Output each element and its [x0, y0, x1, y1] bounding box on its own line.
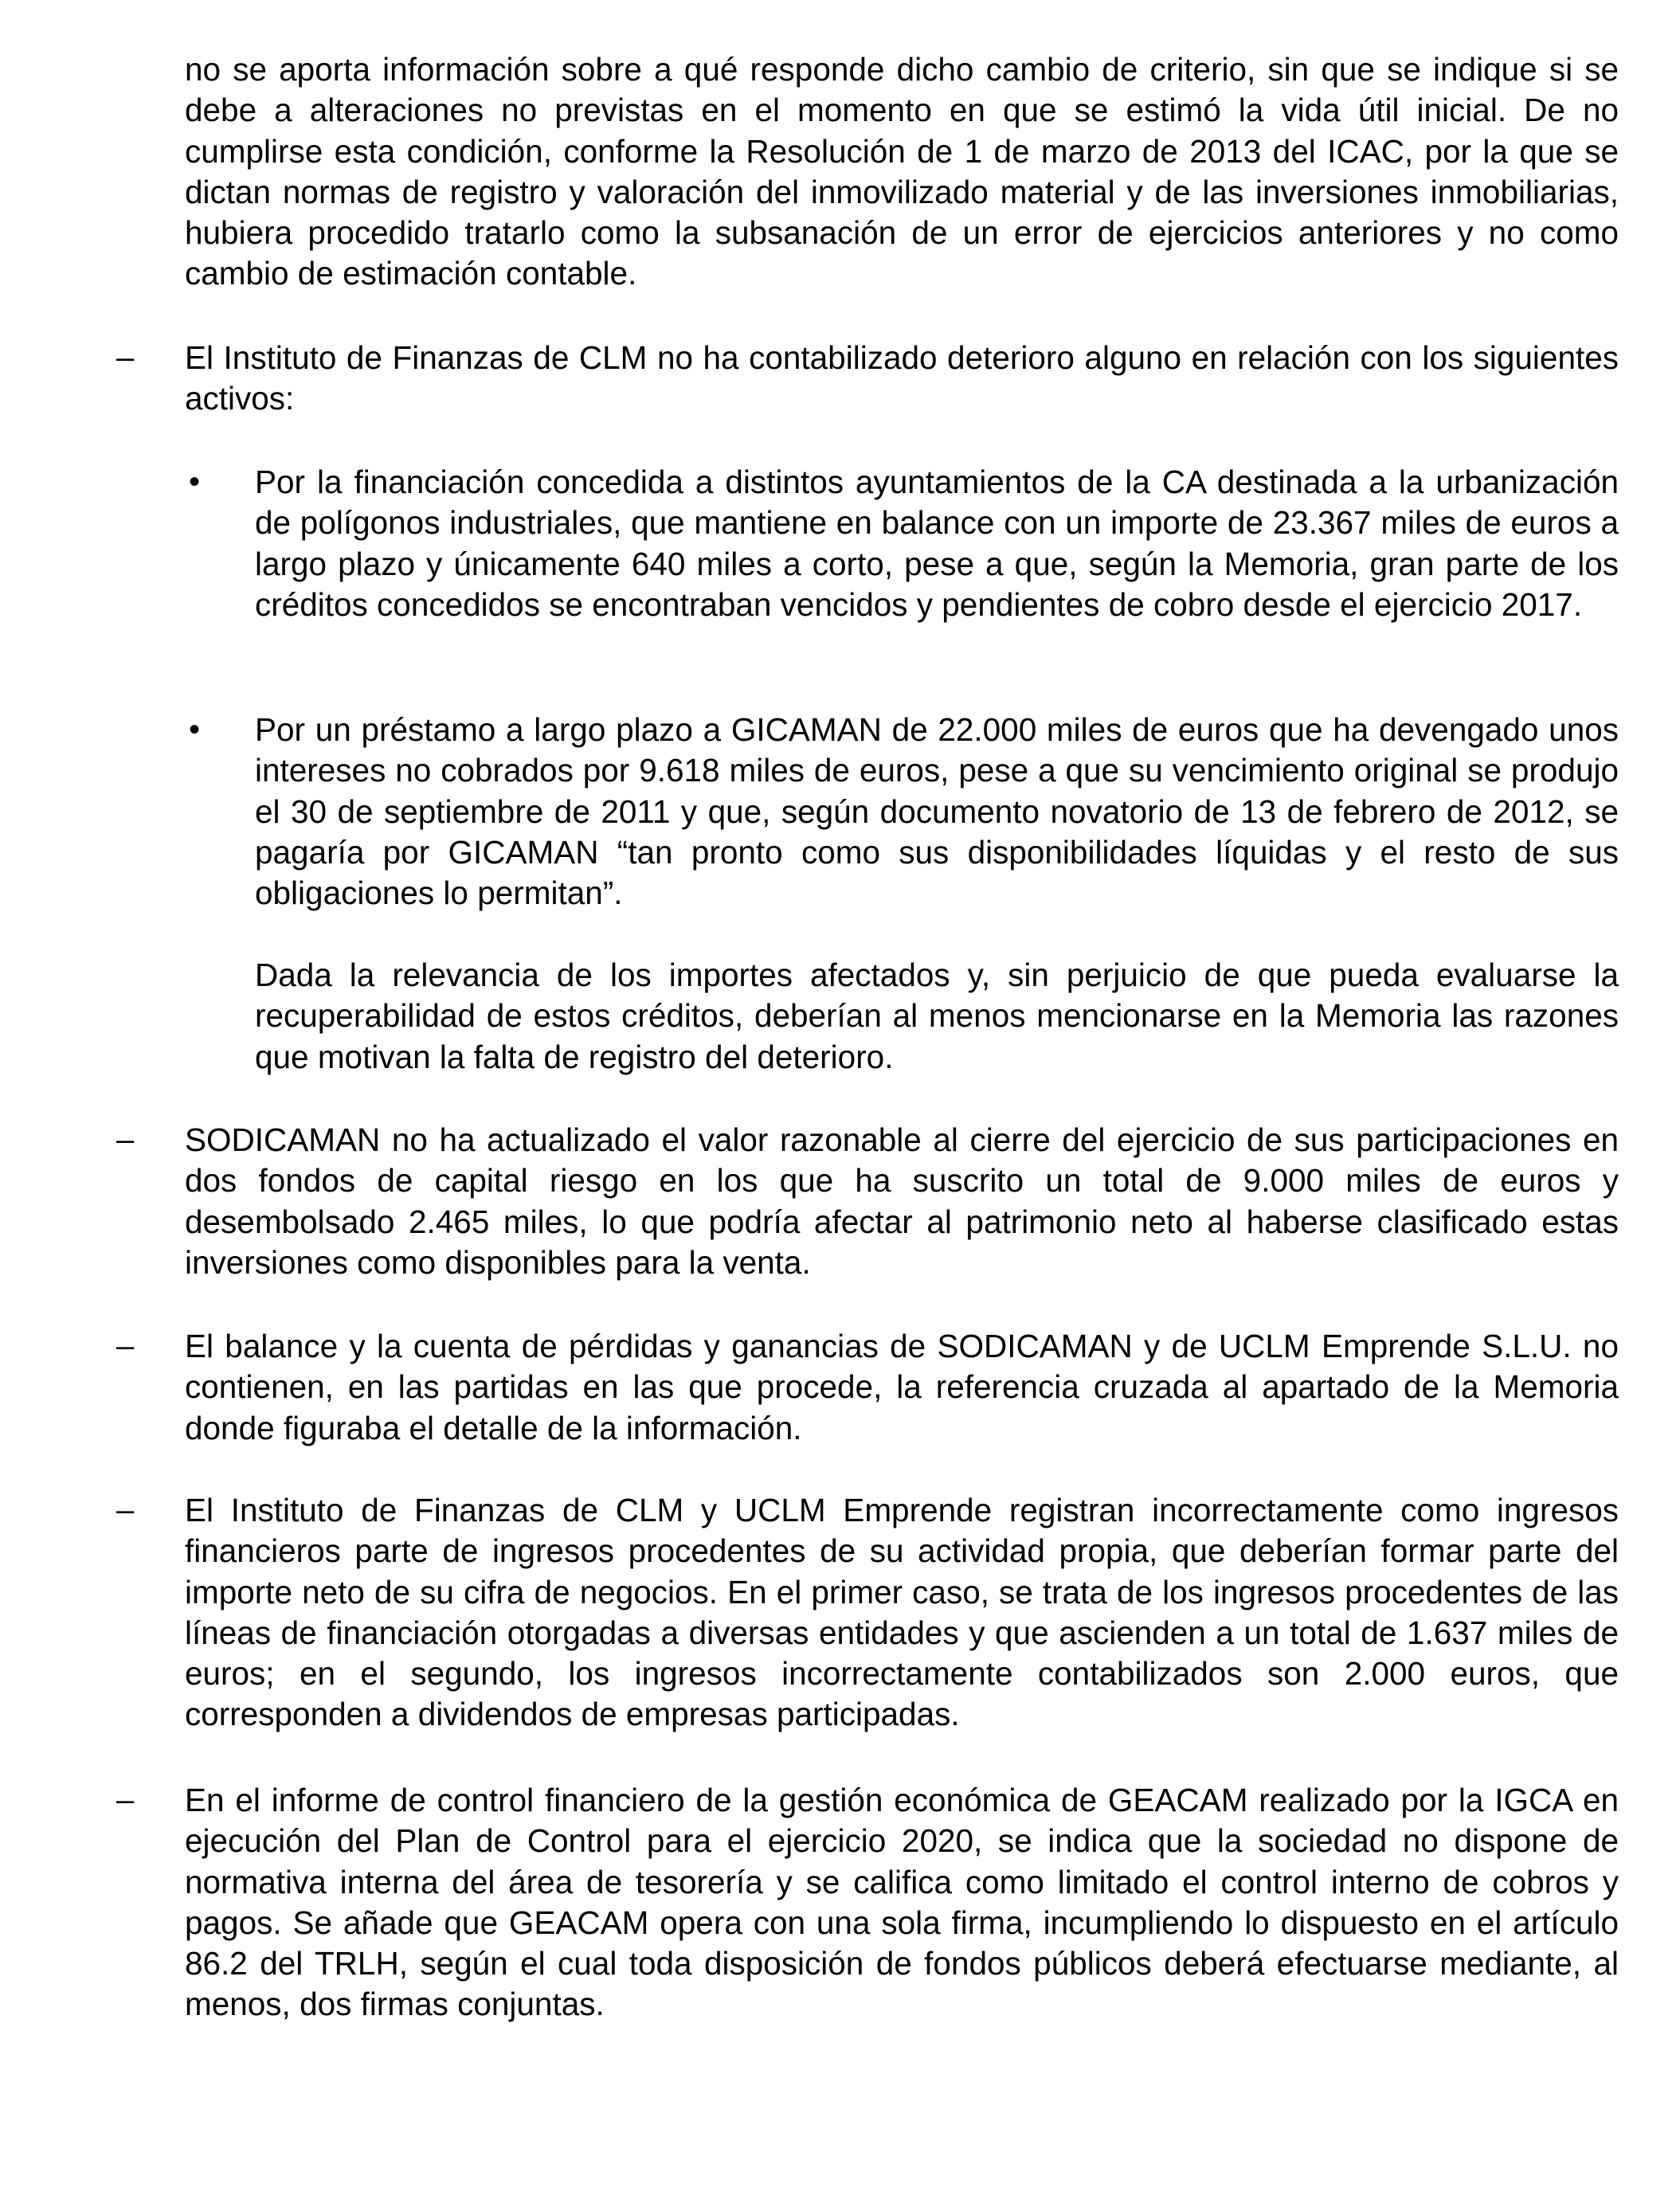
- paragraph-instituto-deterioro: El Instituto de Finanzas de CLM no ha contabilizado deterioro alguno en relación con los siguientes activos:: [185, 339, 1619, 417]
- bullet-marker: •: [189, 464, 201, 499]
- paragraph-ingresos-financieros: El Instituto de Finanzas de CLM y UCLM Emprende registran incorrectamente como ingresos financieros parte de ingresos procedentes de su actividad propia, que deberían formar parte del importe neto de su cifra de negocios. En el primer caso, se trata de los ingresos procedentes de las líneas de financiación otorgadas a diversas entidades y que ascienden a un total de 1.637 miles de euros; en el segundo, los ingresos incorrectamente contabilizados son 2.000 euros, que corresponden a dividendos de empresas participadas.: [185, 1492, 1619, 1733]
- paragraph-sodicaman-valor-razonable: SODICAMAN no ha actualizado el valor razonable al cierre del ejercicio de sus participaciones en dos fondos de capital riesgo en los que ha suscrito un total de 9.000 miles de euros y desembolsado 2.465 miles, lo que podría afectar al patrimonio neto al haberse clasificado estas inversiones como disponibles para la venta.: [185, 1121, 1619, 1281]
- dash-marker: –: [116, 1782, 135, 1818]
- bullet-marker: •: [189, 712, 201, 747]
- dash-marker: –: [116, 1493, 135, 1528]
- bullet-paragraph-prestamo-gicaman: Por un préstamo a largo plazo a GICAMAN de 22.000 miles de euros que ha devengado unos intereses no cobrados por 9.618 miles de euros, pese a que su vencimiento original se produjo el 30 de septiembre de 2011 y que, según documento novatorio de 13 de febrero de 2012, se pagaría por GICAMAN “tan pronto como sus disponibilidades líquidas y el resto de sus obligaciones lo permitan”.: [255, 711, 1619, 912]
- paragraph-relevancia-importes: Dada la relevancia de los importes afectados y, sin perjuicio de que pueda evaluarse la recuperabilidad de estos créditos, deberían al menos mencionarse en la Memoria las razones que motivan la falta de registro del deterioro.: [255, 957, 1619, 1075]
- bullet-paragraph-financiacion-ayuntamientos: Por la financiación concedida a distintos ayuntamientos de la CA destinada a la urbanización de polígonos industriales, que mantiene en balance con un importe de 23.367 miles de euros a largo plazo y únicamente 640 miles a corto, pese a que, según la Memoria, gran parte de los créditos concedidos se encontraban vencidos y pendientes de cobro desde el ejercicio 2017.: [255, 464, 1619, 623]
- paragraph-geacam-control-financiero: En el informe de control financiero de la gestión económica de GEACAM realizado por la IGCA en ejecución del Plan de Control para el ejercicio 2020, se indica que la sociedad no dispone de normativa interna del área de tesorería y se califica como limitado el control interno de cobros y pagos. Se añade que GEACAM opera con una sola firma, incumpliendo lo dispuesto en el artículo 86.2 del TRLH, según el cual toda disposición de fondos públicos deberá efectuarse mediante, al menos, dos firmas conjuntas.: [185, 1782, 1619, 2023]
- paragraph-continuation: no se aporta información sobre a qué responde dicho cambio de criterio, sin que se indique si se debe a alteraciones no previstas en el momento en que se estimó la vida útil inicial. De no cumplirse esta condición, conforme la Resolución de 1 de marzo de 2013 del ICAC, por la que se dictan normas de registro y valoración del inmovilizado material y de las inversiones inmobiliarias, hubiera procedido tratarlo como la subsanación de un error de ejercicios anteriores y no como cambio de estimación contable.: [185, 51, 1619, 292]
- dash-marker: –: [116, 1122, 135, 1157]
- paragraph-balance-referencia-cruzada: El balance y la cuenta de pérdidas y ganancias de SODICAMAN y de UCLM Emprende S.L.U. no contienen, en las partidas en las que procede, la referencia cruzada al apartado de la Memoria donde figuraba el detalle de la información.: [185, 1328, 1619, 1446]
- dash-marker: –: [116, 340, 135, 375]
- dash-marker: –: [116, 1329, 135, 1364]
